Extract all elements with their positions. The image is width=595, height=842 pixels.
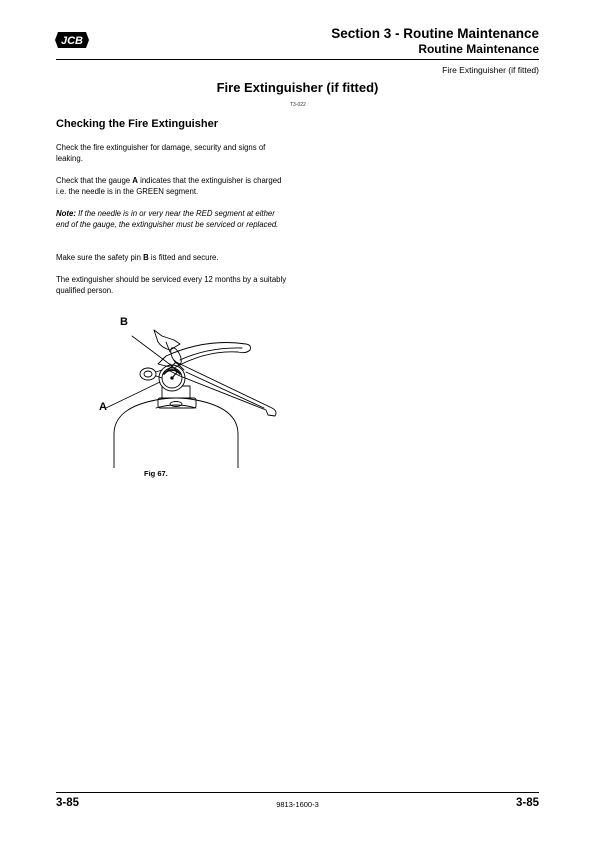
page-ref-code: T3-022 — [290, 102, 306, 108]
footer-divider — [56, 792, 539, 793]
note-paragraph — [56, 208, 290, 230]
callout-label-a: A — [99, 401, 107, 413]
para-text: Make sure the safety pin — [56, 253, 144, 262]
para-text: is fitted and secure. — [148, 253, 219, 262]
subheading: Checking the Fire Extinguisher — [56, 118, 218, 130]
pin-ref-b: B — [143, 253, 149, 262]
paragraph-gauge-check — [56, 175, 290, 197]
topic-label: Fire Extinguisher (if fitted) — [442, 65, 539, 75]
page-number-left: 3-85 — [56, 797, 80, 809]
jcb-logo — [55, 30, 89, 50]
figure-caption: Fig 67. — [144, 469, 168, 478]
section-title: Section 3 - Routine Maintenance — [331, 26, 539, 41]
logo-text: JCB — [60, 35, 84, 47]
section-subtitle: Routine Maintenance — [418, 42, 539, 56]
para-text: indicates that the extinguisher is charged i.e. the needle is in the GREEN segment. — [56, 176, 282, 197]
page-title: Fire Extinguisher (if fitted) — [216, 80, 379, 95]
header-divider — [56, 59, 539, 60]
page-number-right: 3-85 — [515, 797, 539, 809]
document-number: 9813-1600-3 — [276, 800, 319, 809]
note-text: If the needle is in or very near the RED segment at either end of the gauge, the extinguisher must be serviced or replaced. — [56, 209, 279, 230]
note-label: Note: — [56, 209, 76, 218]
fire-extinguisher-illustration — [96, 316, 286, 468]
para-text: Check that the gauge — [56, 176, 133, 185]
paragraph-safety-pin — [56, 252, 290, 263]
paragraph-service-interval: The extinguisher should be serviced every 12 months by a suitably qualified person. — [56, 275, 287, 296]
paragraph-damage-check: Check the fire extinguisher for damage, security and signs of leaking. — [56, 143, 266, 164]
callout-label-b: B — [120, 316, 128, 328]
pin-tag — [154, 330, 180, 350]
cylinder-body — [114, 398, 238, 468]
gauge-ref-a: A — [132, 176, 138, 185]
